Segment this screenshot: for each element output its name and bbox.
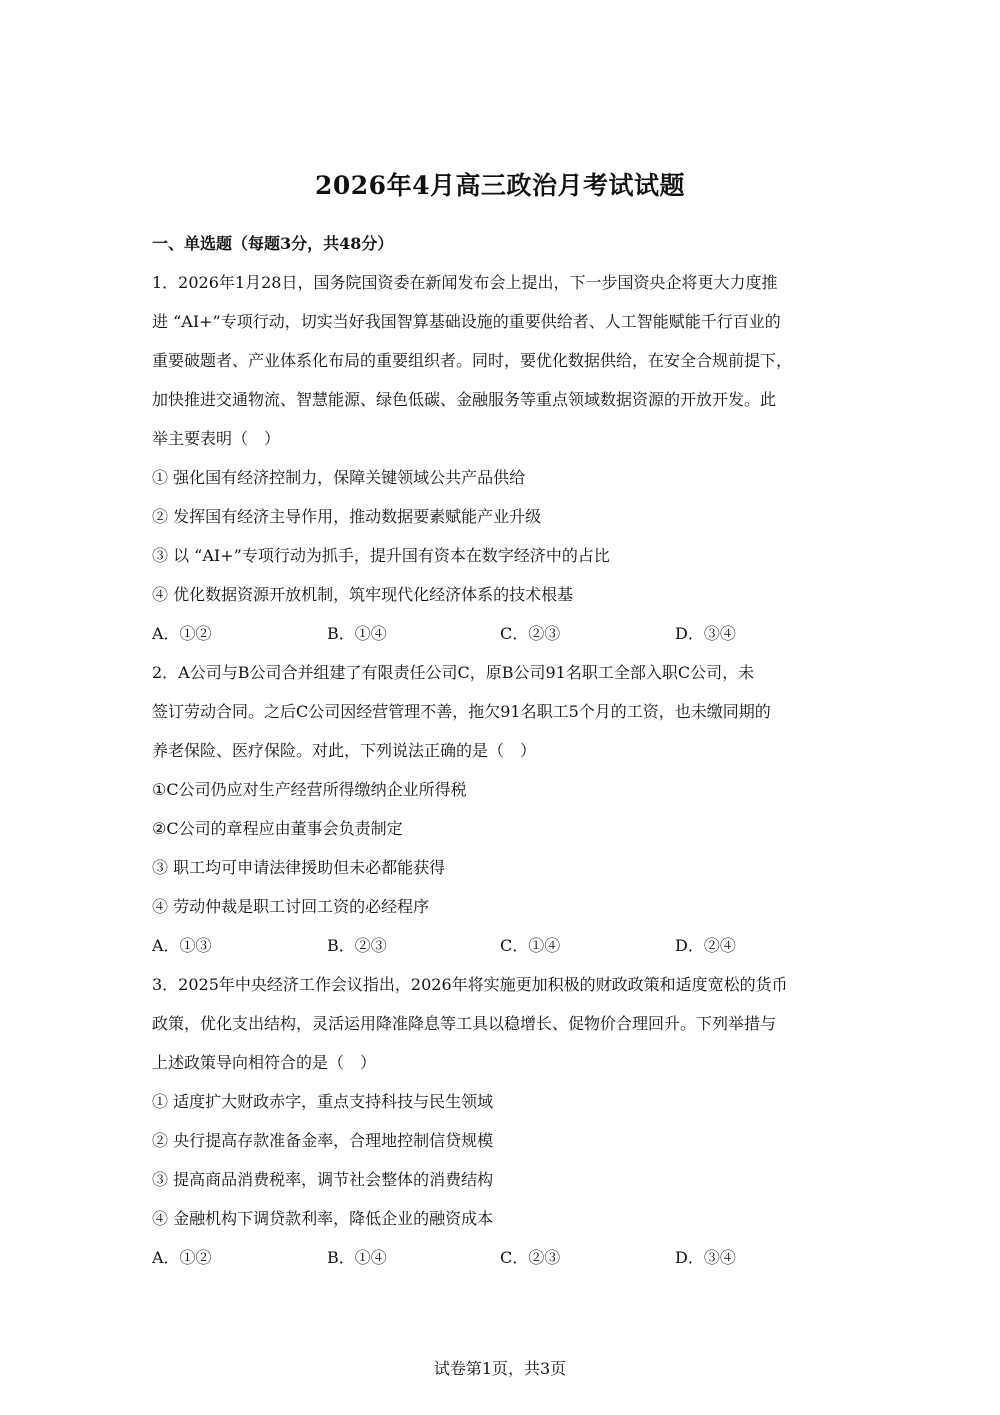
answer-options [152, 926, 852, 965]
answer-options [152, 1238, 852, 1277]
option-a: A．①③ [152, 936, 212, 955]
question-3 [152, 965, 852, 1277]
question-stem-line: 加快推进交通物流、智慧能源、绿色低碳、金融服务等重点领域数据资源的开放开发。此 [152, 390, 777, 409]
statement-item: ① 适度扩大财政赤字，重点支持科技与民生领域 [152, 1092, 494, 1111]
question-stem-line: 重要破题者、产业体系化布局的重要组织者。同时，要优化数据供给，在安全合规前提下， [152, 351, 793, 370]
statement-item: ③ 以 “AI+”专项行动为抓手，提升国有资本在数字经济中的占比 [152, 546, 610, 565]
option-b: B．②③ [327, 936, 387, 955]
question-1 [152, 263, 852, 653]
option-c: C．①④ [500, 936, 561, 955]
question-stem-line: 政策，优化支出结构，灵活运用降准降息等工具以稳增长、促物价合理回升。下列举措与 [152, 1014, 777, 1033]
page-footer: 试卷第1页，共3页 [433, 1359, 567, 1378]
statement-item: ② 央行提高存款准备金率，合理地控制信贷规模 [152, 1131, 494, 1150]
page-title: 2026年4月高三政治月考试试题 [315, 171, 685, 200]
question-stem-line: 上述政策导向相符合的是（ ） [152, 1053, 377, 1072]
question-stem-line: 3．2025年中央经济工作会议指出，2026年将实施更加积极的财政政策和适度宽松的货币 [152, 975, 788, 994]
statement-item: ②C公司的章程应由董事会负责制定 [152, 819, 403, 838]
option-a: A．①② [152, 1248, 212, 1267]
option-c: C．②③ [500, 1248, 561, 1267]
answer-options [152, 614, 852, 653]
statement-item: ④ 劳动仲裁是职工讨回工资的必经程序 [152, 897, 430, 916]
statement-item: ③ 提高商品消费税率，调节社会整体的消费结构 [152, 1170, 494, 1189]
option-d: D．③④ [675, 1248, 736, 1267]
question-list [152, 263, 852, 1277]
option-b: B．①④ [327, 624, 387, 643]
option-b: B．①④ [327, 1248, 387, 1267]
statement-item: ① 强化国有经济控制力，保障关键领域公共产品供给 [152, 468, 526, 487]
statement-item: ①C公司仍应对生产经营所得缴纳企业所得税 [152, 780, 467, 799]
option-c: C．②③ [500, 624, 561, 643]
option-a: A．①② [152, 624, 212, 643]
statement-item: ③ 职工均可申请法律援助但未必都能获得 [152, 858, 446, 877]
option-d: D．③④ [675, 624, 736, 643]
question-stem-line: 举主要表明（ ） [152, 429, 281, 448]
statement-item: ④ 金融机构下调贷款利率，降低企业的融资成本 [152, 1209, 494, 1228]
question-stem-line: 进 “AI+”专项行动，切实当好我国智算基础设施的重要供给者、人工智能赋能千行百业的 [152, 312, 781, 331]
section-heading: 一、单选题（每题3分，共48分） [152, 234, 394, 253]
statement-item: ④ 优化数据资源开放机制，筑牢现代化经济体系的技术根基 [152, 585, 574, 604]
statement-item: ② 发挥国有经济主导作用，推动数据要素赋能产业升级 [152, 507, 542, 526]
question-stem-line: 1．2026年1月28日，国务院国资委在新闻发布会上提出，下一步国资央企将更大力度推 [152, 273, 778, 292]
question-2 [152, 653, 852, 965]
question-stem-line: 养老保险、医疗保险。对此，下列说法正确的是（ ） [152, 741, 537, 760]
option-d: D．②④ [675, 936, 736, 955]
question-stem-line: 2．A公司与B公司合并组建了有限责任公司C，原B公司91名职工全部入职C公司，未 [152, 663, 755, 682]
question-stem-line: 签订劳动合同。之后C公司因经营管理不善，拖欠91名职工5个月的工资，也未缴同期的 [152, 702, 771, 721]
